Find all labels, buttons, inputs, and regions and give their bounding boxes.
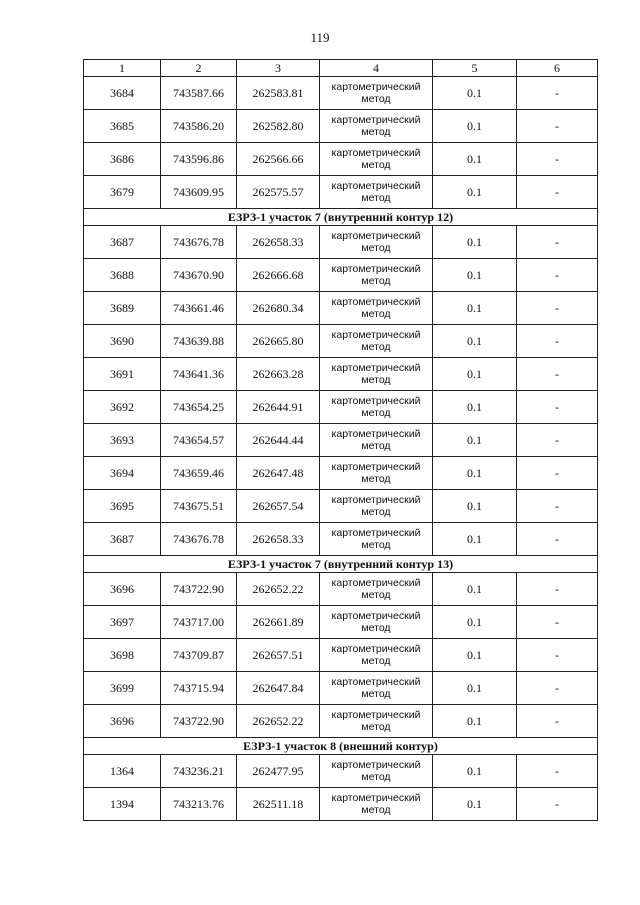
point-number-cell: 3686	[84, 143, 161, 176]
accuracy-cell: 0.1	[433, 523, 517, 556]
note-cell: -	[517, 639, 598, 672]
point-number-cell: 3697	[84, 606, 161, 639]
y-coordinate-cell: 262658.33	[237, 523, 320, 556]
section-title: ЕЗРЗ-1 участок 7 (внутренний контур 13)	[84, 556, 598, 573]
section-header-row	[84, 209, 598, 226]
table-row	[84, 259, 598, 292]
x-coordinate-cell: 743676.78	[161, 226, 237, 259]
y-coordinate-cell: 262644.91	[237, 391, 320, 424]
accuracy-cell: 0.1	[433, 705, 517, 738]
method-cell: картометрический метод	[320, 606, 433, 639]
accuracy-cell: 0.1	[433, 788, 517, 821]
section-header-row	[84, 556, 598, 573]
x-coordinate-cell: 743661.46	[161, 292, 237, 325]
table-row	[84, 457, 598, 490]
point-number-cell: 3692	[84, 391, 161, 424]
accuracy-cell: 0.1	[433, 672, 517, 705]
table-row	[84, 424, 598, 457]
page-number: 119	[310, 30, 330, 45]
method-cell: картометрический метод	[320, 176, 433, 209]
y-coordinate-cell: 262647.48	[237, 457, 320, 490]
table-row	[84, 325, 598, 358]
point-number-cell: 3695	[84, 490, 161, 523]
column-header: 1	[84, 60, 161, 77]
y-coordinate-cell: 262644.44	[237, 424, 320, 457]
x-coordinate-cell: 743236.21	[161, 755, 237, 788]
method-cell: картометрический метод	[320, 755, 433, 788]
accuracy-cell: 0.1	[433, 391, 517, 424]
x-coordinate-cell: 743717.00	[161, 606, 237, 639]
method-cell: картометрический метод	[320, 672, 433, 705]
point-number-cell: 3684	[84, 77, 161, 110]
method-cell: картометрический метод	[320, 226, 433, 259]
note-cell: -	[517, 391, 598, 424]
y-coordinate-cell: 262647.84	[237, 672, 320, 705]
column-header: 5	[433, 60, 517, 77]
table-row	[84, 606, 598, 639]
coordinates-table	[83, 59, 598, 821]
x-coordinate-cell: 743715.94	[161, 672, 237, 705]
note-cell: -	[517, 325, 598, 358]
y-coordinate-cell: 262666.68	[237, 259, 320, 292]
note-cell: -	[517, 226, 598, 259]
point-number-cell: 3687	[84, 226, 161, 259]
y-coordinate-cell: 262661.89	[237, 606, 320, 639]
table-row	[84, 573, 598, 606]
y-coordinate-cell: 262582.80	[237, 110, 320, 143]
method-cell: картометрический метод	[320, 259, 433, 292]
x-coordinate-cell: 743596.86	[161, 143, 237, 176]
note-cell: -	[517, 259, 598, 292]
header-row	[84, 60, 598, 77]
point-number-cell: 3687	[84, 523, 161, 556]
y-coordinate-cell: 262566.66	[237, 143, 320, 176]
point-number-cell: 3696	[84, 705, 161, 738]
accuracy-cell: 0.1	[433, 755, 517, 788]
point-number-cell: 3694	[84, 457, 161, 490]
point-number-cell: 3679	[84, 176, 161, 209]
accuracy-cell: 0.1	[433, 490, 517, 523]
table-row	[84, 523, 598, 556]
x-coordinate-cell: 743654.57	[161, 424, 237, 457]
x-coordinate-cell: 743654.25	[161, 391, 237, 424]
table-row	[84, 143, 598, 176]
accuracy-cell: 0.1	[433, 110, 517, 143]
note-cell: -	[517, 457, 598, 490]
column-header: 3	[237, 60, 320, 77]
x-coordinate-cell: 743641.36	[161, 358, 237, 391]
y-coordinate-cell: 262652.22	[237, 573, 320, 606]
note-cell: -	[517, 705, 598, 738]
y-coordinate-cell: 262657.51	[237, 639, 320, 672]
note-cell: -	[517, 358, 598, 391]
accuracy-cell: 0.1	[433, 639, 517, 672]
table-row	[84, 639, 598, 672]
column-header: 6	[517, 60, 598, 77]
method-cell: картометрический метод	[320, 788, 433, 821]
x-coordinate-cell: 743639.88	[161, 325, 237, 358]
x-coordinate-cell: 743676.78	[161, 523, 237, 556]
y-coordinate-cell: 262663.28	[237, 358, 320, 391]
note-cell: -	[517, 755, 598, 788]
y-coordinate-cell: 262665.80	[237, 325, 320, 358]
note-cell: -	[517, 292, 598, 325]
point-number-cell: 3688	[84, 259, 161, 292]
accuracy-cell: 0.1	[433, 226, 517, 259]
point-number-cell: 3691	[84, 358, 161, 391]
point-number-cell: 1364	[84, 755, 161, 788]
note-cell: -	[517, 573, 598, 606]
y-coordinate-cell: 262575.57	[237, 176, 320, 209]
table-row	[84, 672, 598, 705]
section-title: ЕЗРЗ-1 участок 8 (внешний контур)	[84, 738, 598, 755]
method-cell: картометрический метод	[320, 325, 433, 358]
method-cell: картометрический метод	[320, 424, 433, 457]
point-number-cell: 3699	[84, 672, 161, 705]
accuracy-cell: 0.1	[433, 259, 517, 292]
point-number-cell: 3693	[84, 424, 161, 457]
table-row	[84, 755, 598, 788]
note-cell: -	[517, 110, 598, 143]
table-row	[84, 358, 598, 391]
x-coordinate-cell: 743670.90	[161, 259, 237, 292]
method-cell: картометрический метод	[320, 573, 433, 606]
x-coordinate-cell: 743722.90	[161, 705, 237, 738]
accuracy-cell: 0.1	[433, 292, 517, 325]
accuracy-cell: 0.1	[433, 573, 517, 606]
note-cell: -	[517, 424, 598, 457]
method-cell: картометрический метод	[320, 391, 433, 424]
method-cell: картометрический метод	[320, 77, 433, 110]
method-cell: картометрический метод	[320, 457, 433, 490]
method-cell: картометрический метод	[320, 490, 433, 523]
table-row	[84, 788, 598, 821]
accuracy-cell: 0.1	[433, 143, 517, 176]
accuracy-cell: 0.1	[433, 358, 517, 391]
y-coordinate-cell: 262657.54	[237, 490, 320, 523]
accuracy-cell: 0.1	[433, 424, 517, 457]
table-row	[84, 176, 598, 209]
table-row	[84, 391, 598, 424]
x-coordinate-cell: 743722.90	[161, 573, 237, 606]
x-coordinate-cell: 743586.20	[161, 110, 237, 143]
table-row	[84, 292, 598, 325]
x-coordinate-cell: 743587.66	[161, 77, 237, 110]
accuracy-cell: 0.1	[433, 325, 517, 358]
method-cell: картометрический метод	[320, 110, 433, 143]
y-coordinate-cell: 262652.22	[237, 705, 320, 738]
y-coordinate-cell: 262583.81	[237, 77, 320, 110]
x-coordinate-cell: 743609.95	[161, 176, 237, 209]
y-coordinate-cell: 262658.33	[237, 226, 320, 259]
point-number-cell: 3685	[84, 110, 161, 143]
note-cell: -	[517, 176, 598, 209]
note-cell: -	[517, 490, 598, 523]
note-cell: -	[517, 523, 598, 556]
y-coordinate-cell: 262680.34	[237, 292, 320, 325]
accuracy-cell: 0.1	[433, 77, 517, 110]
method-cell: картометрический метод	[320, 523, 433, 556]
note-cell: -	[517, 788, 598, 821]
point-number-cell: 3689	[84, 292, 161, 325]
table-row	[84, 226, 598, 259]
section-title: ЕЗРЗ-1 участок 7 (внутренний контур 12)	[84, 209, 598, 226]
accuracy-cell: 0.1	[433, 606, 517, 639]
method-cell: картометрический метод	[320, 358, 433, 391]
point-number-cell: 1394	[84, 788, 161, 821]
point-number-cell: 3690	[84, 325, 161, 358]
point-number-cell: 3696	[84, 573, 161, 606]
method-cell: картометрический метод	[320, 639, 433, 672]
x-coordinate-cell: 743709.87	[161, 639, 237, 672]
section-header-row	[84, 738, 598, 755]
column-header: 2	[161, 60, 237, 77]
table-body	[84, 60, 598, 821]
table-row	[84, 77, 598, 110]
note-cell: -	[517, 606, 598, 639]
method-cell: картометрический метод	[320, 705, 433, 738]
y-coordinate-cell: 262477.95	[237, 755, 320, 788]
column-header: 4	[320, 60, 433, 77]
x-coordinate-cell: 743659.46	[161, 457, 237, 490]
method-cell: картометрический метод	[320, 143, 433, 176]
note-cell: -	[517, 77, 598, 110]
accuracy-cell: 0.1	[433, 176, 517, 209]
x-coordinate-cell: 743675.51	[161, 490, 237, 523]
note-cell: -	[517, 143, 598, 176]
table-row	[84, 705, 598, 738]
accuracy-cell: 0.1	[433, 457, 517, 490]
y-coordinate-cell: 262511.18	[237, 788, 320, 821]
point-number-cell: 3698	[84, 639, 161, 672]
table-row	[84, 110, 598, 143]
method-cell: картометрический метод	[320, 292, 433, 325]
x-coordinate-cell: 743213.76	[161, 788, 237, 821]
note-cell: -	[517, 672, 598, 705]
table-row	[84, 490, 598, 523]
